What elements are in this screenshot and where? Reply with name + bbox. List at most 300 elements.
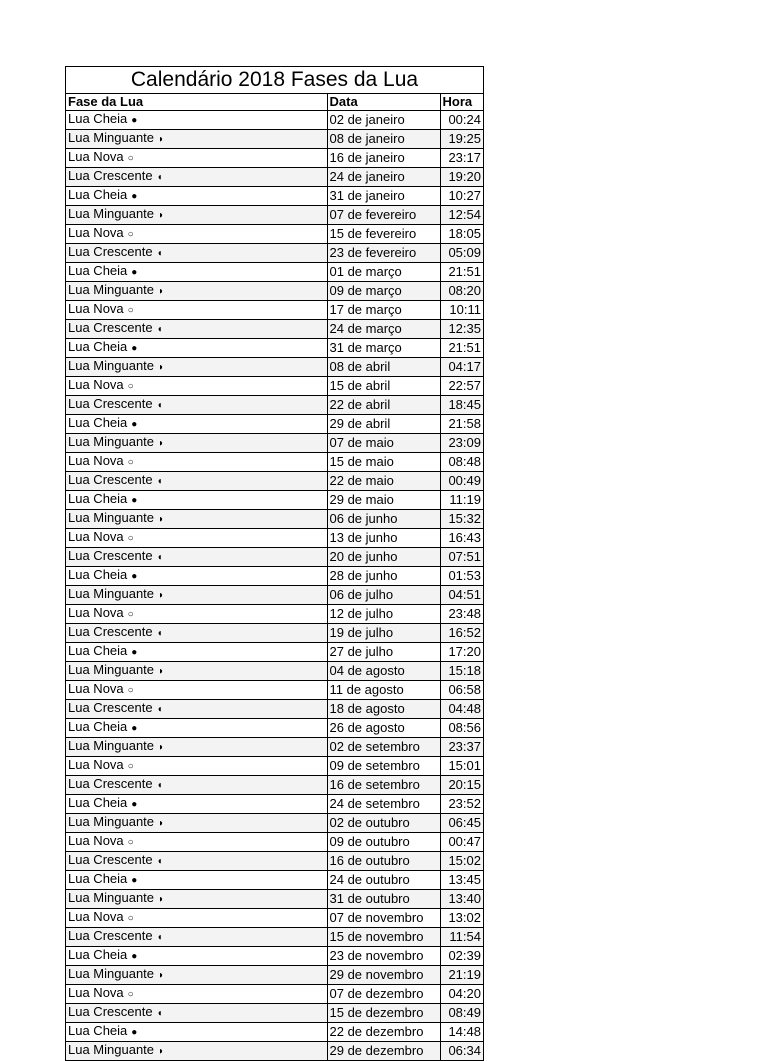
table-row xyxy=(66,472,483,491)
time-cell: 15:32 xyxy=(440,510,483,529)
date-cell: 07 de fevereiro xyxy=(327,206,440,225)
time-cell: 06:45 xyxy=(440,814,483,833)
time-cell: 19:20 xyxy=(440,168,483,187)
phase-cell xyxy=(66,263,327,282)
phase-cell xyxy=(66,301,327,320)
phase-name: Lua Cheia xyxy=(68,263,128,278)
time-cell: 23:37 xyxy=(440,738,483,757)
table-row xyxy=(66,681,483,700)
phase-cell xyxy=(66,966,327,985)
table-row xyxy=(66,1023,483,1042)
date-cell: 13 de junho xyxy=(327,529,440,548)
date-cell: 17 de março xyxy=(327,301,440,320)
table-row xyxy=(66,985,483,1004)
phase-name: Lua Cheia xyxy=(68,491,128,506)
phase-name: Lua Minguante xyxy=(68,206,155,221)
date-cell: 15 de abril xyxy=(327,377,440,396)
phase-name: Lua Cheia xyxy=(68,339,128,354)
waning-moon-icon: ◗ xyxy=(158,970,165,981)
date-cell: 11 de agosto xyxy=(327,681,440,700)
full-moon-icon: ● xyxy=(131,1027,138,1038)
phase-cell xyxy=(66,833,327,852)
date-cell: 08 de janeiro xyxy=(327,130,440,149)
waning-moon-icon: ◗ xyxy=(158,210,165,221)
time-cell: 08:48 xyxy=(440,453,483,472)
date-cell: 24 de outubro xyxy=(327,871,440,890)
waxing-moon-icon: ◖ xyxy=(156,248,163,259)
date-cell: 07 de maio xyxy=(327,434,440,453)
table-row xyxy=(66,567,483,586)
phase-cell xyxy=(66,111,327,130)
time-cell: 06:58 xyxy=(440,681,483,700)
phase-name: Lua Cheia xyxy=(68,643,128,658)
full-moon-icon: ● xyxy=(131,191,138,202)
phase-name: Lua Cheia xyxy=(68,187,128,202)
waning-moon-icon: ◗ xyxy=(158,286,165,297)
phase-cell xyxy=(66,149,327,168)
table-row xyxy=(66,757,483,776)
time-cell: 12:54 xyxy=(440,206,483,225)
phase-name: Lua Cheia xyxy=(68,719,128,734)
phase-name: Lua Crescente xyxy=(68,472,153,487)
time-cell: 16:43 xyxy=(440,529,483,548)
date-cell: 09 de outubro xyxy=(327,833,440,852)
table-row xyxy=(66,586,483,605)
date-cell: 08 de abril xyxy=(327,358,440,377)
table-row xyxy=(66,643,483,662)
time-cell: 15:18 xyxy=(440,662,483,681)
table-row xyxy=(66,719,483,738)
table-row xyxy=(66,282,483,301)
new-moon-icon: ○ xyxy=(127,533,134,544)
date-cell: 12 de julho xyxy=(327,605,440,624)
phase-cell xyxy=(66,852,327,871)
date-cell: 23 de novembro xyxy=(327,947,440,966)
phase-cell xyxy=(66,662,327,681)
phase-cell xyxy=(66,890,327,909)
time-cell: 08:49 xyxy=(440,1004,483,1023)
table-row xyxy=(66,244,483,263)
table-row xyxy=(66,206,483,225)
table-row xyxy=(66,149,483,168)
phase-name: Lua Crescente xyxy=(68,244,153,259)
table-body xyxy=(66,111,483,1061)
phase-name: Lua Crescente xyxy=(68,1004,153,1019)
date-cell: 31 de outubro xyxy=(327,890,440,909)
time-cell: 10:27 xyxy=(440,187,483,206)
date-cell: 29 de dezembro xyxy=(327,1042,440,1061)
table-row xyxy=(66,890,483,909)
time-cell: 22:57 xyxy=(440,377,483,396)
phase-name: Lua Nova xyxy=(68,833,124,848)
phase-name: Lua Crescente xyxy=(68,624,153,639)
date-cell: 28 de junho xyxy=(327,567,440,586)
phase-cell xyxy=(66,719,327,738)
phase-name: Lua Minguante xyxy=(68,358,155,373)
date-cell: 24 de março xyxy=(327,320,440,339)
waxing-moon-icon: ◖ xyxy=(156,704,163,715)
waxing-moon-icon: ◖ xyxy=(156,324,163,335)
waning-moon-icon: ◗ xyxy=(158,514,165,525)
time-cell: 23:17 xyxy=(440,149,483,168)
date-cell: 16 de janeiro xyxy=(327,149,440,168)
date-cell: 07 de novembro xyxy=(327,909,440,928)
phase-name: Lua Minguante xyxy=(68,814,155,829)
date-cell: 06 de junho xyxy=(327,510,440,529)
time-cell: 23:09 xyxy=(440,434,483,453)
date-cell: 29 de abril xyxy=(327,415,440,434)
table-row xyxy=(66,871,483,890)
table-row xyxy=(66,130,483,149)
table-row xyxy=(66,909,483,928)
phase-cell xyxy=(66,548,327,567)
date-cell: 15 de novembro xyxy=(327,928,440,947)
page-title: Calendário 2018 Fases da Lua xyxy=(66,67,483,94)
waxing-moon-icon: ◖ xyxy=(156,552,163,563)
table-row xyxy=(66,624,483,643)
waning-moon-icon: ◗ xyxy=(158,590,165,601)
phase-cell xyxy=(66,168,327,187)
phase-name: Lua Minguante xyxy=(68,586,155,601)
time-cell: 11:54 xyxy=(440,928,483,947)
waxing-moon-icon: ◖ xyxy=(156,780,163,791)
date-cell: 24 de setembro xyxy=(327,795,440,814)
date-cell: 09 de setembro xyxy=(327,757,440,776)
new-moon-icon: ○ xyxy=(127,153,134,164)
full-moon-icon: ● xyxy=(131,875,138,886)
date-cell: 06 de julho xyxy=(327,586,440,605)
phase-name: Lua Nova xyxy=(68,909,124,924)
time-cell: 21:19 xyxy=(440,966,483,985)
phase-cell xyxy=(66,871,327,890)
date-cell: 24 de janeiro xyxy=(327,168,440,187)
table-row xyxy=(66,852,483,871)
waxing-moon-icon: ◖ xyxy=(156,172,163,183)
table-row xyxy=(66,776,483,795)
date-cell: 07 de dezembro xyxy=(327,985,440,1004)
table-row xyxy=(66,529,483,548)
header-data: Data xyxy=(327,94,440,111)
new-moon-icon: ○ xyxy=(127,685,134,696)
date-cell: 22 de abril xyxy=(327,396,440,415)
phase-cell xyxy=(66,738,327,757)
time-cell: 10:11 xyxy=(440,301,483,320)
phase-name: Lua Nova xyxy=(68,605,124,620)
phase-cell xyxy=(66,700,327,719)
phase-name: Lua Crescente xyxy=(68,776,153,791)
time-cell: 00:47 xyxy=(440,833,483,852)
phase-name: Lua Minguante xyxy=(68,130,155,145)
phase-cell xyxy=(66,472,327,491)
phase-cell xyxy=(66,225,327,244)
moon-phase-table xyxy=(66,94,483,1060)
new-moon-icon: ○ xyxy=(127,761,134,772)
waxing-moon-icon: ◖ xyxy=(156,400,163,411)
time-cell: 08:20 xyxy=(440,282,483,301)
phase-cell xyxy=(66,377,327,396)
new-moon-icon: ○ xyxy=(127,913,134,924)
phase-name: Lua Minguante xyxy=(68,738,155,753)
date-cell: 31 de março xyxy=(327,339,440,358)
phase-cell xyxy=(66,947,327,966)
phase-cell xyxy=(66,643,327,662)
time-cell: 11:19 xyxy=(440,491,483,510)
table-row xyxy=(66,548,483,567)
full-moon-icon: ● xyxy=(131,115,138,126)
waxing-moon-icon: ◖ xyxy=(156,628,163,639)
time-cell: 23:48 xyxy=(440,605,483,624)
header-hora: Hora xyxy=(440,94,483,111)
time-cell: 15:01 xyxy=(440,757,483,776)
new-moon-icon: ○ xyxy=(127,305,134,316)
header-fase: Fase da Lua xyxy=(66,94,327,111)
full-moon-icon: ● xyxy=(131,571,138,582)
table-row xyxy=(66,491,483,510)
phase-cell xyxy=(66,928,327,947)
phase-name: Lua Crescente xyxy=(68,700,153,715)
phase-name: Lua Nova xyxy=(68,377,124,392)
full-moon-icon: ● xyxy=(131,951,138,962)
time-cell: 21:51 xyxy=(440,339,483,358)
date-cell: 29 de maio xyxy=(327,491,440,510)
phase-name: Lua Minguante xyxy=(68,662,155,677)
phase-name: Lua Minguante xyxy=(68,282,155,297)
date-cell: 23 de fevereiro xyxy=(327,244,440,263)
date-cell: 31 de janeiro xyxy=(327,187,440,206)
phase-name: Lua Minguante xyxy=(68,1042,155,1057)
new-moon-icon: ○ xyxy=(127,381,134,392)
phase-name: Lua Minguante xyxy=(68,890,155,905)
new-moon-icon: ○ xyxy=(127,229,134,240)
full-moon-icon: ● xyxy=(131,723,138,734)
time-cell: 13:02 xyxy=(440,909,483,928)
date-cell: 22 de dezembro xyxy=(327,1023,440,1042)
table-row xyxy=(66,966,483,985)
table-row xyxy=(66,263,483,282)
table-row xyxy=(66,225,483,244)
table-row xyxy=(66,605,483,624)
phase-cell xyxy=(66,1023,327,1042)
phase-name: Lua Cheia xyxy=(68,111,128,126)
phase-name: Lua Cheia xyxy=(68,567,128,582)
time-cell: 23:52 xyxy=(440,795,483,814)
date-cell: 09 de março xyxy=(327,282,440,301)
table-row xyxy=(66,396,483,415)
phase-cell xyxy=(66,453,327,472)
phase-name: Lua Cheia xyxy=(68,1023,128,1038)
table-row xyxy=(66,833,483,852)
time-cell: 04:17 xyxy=(440,358,483,377)
table-row xyxy=(66,168,483,187)
phase-cell xyxy=(66,605,327,624)
time-cell: 06:34 xyxy=(440,1042,483,1061)
phase-cell xyxy=(66,567,327,586)
table-row xyxy=(66,434,483,453)
waning-moon-icon: ◗ xyxy=(158,1046,165,1057)
table-row xyxy=(66,947,483,966)
time-cell: 18:05 xyxy=(440,225,483,244)
phase-name: Lua Cheia xyxy=(68,871,128,886)
phase-name: Lua Nova xyxy=(68,301,124,316)
date-cell: 01 de março xyxy=(327,263,440,282)
phase-name: Lua Cheia xyxy=(68,795,128,810)
phase-cell xyxy=(66,320,327,339)
phase-name: Lua Nova xyxy=(68,453,124,468)
date-cell: 27 de julho xyxy=(327,643,440,662)
table-row xyxy=(66,814,483,833)
date-cell: 29 de novembro xyxy=(327,966,440,985)
waxing-moon-icon: ◖ xyxy=(156,1008,163,1019)
waning-moon-icon: ◗ xyxy=(158,666,165,677)
full-moon-icon: ● xyxy=(131,495,138,506)
phase-cell xyxy=(66,206,327,225)
time-cell: 21:58 xyxy=(440,415,483,434)
phase-name: Lua Cheia xyxy=(68,415,128,430)
date-cell: 04 de agosto xyxy=(327,662,440,681)
phase-cell xyxy=(66,776,327,795)
waxing-moon-icon: ◖ xyxy=(156,476,163,487)
phase-cell xyxy=(66,187,327,206)
table-row xyxy=(66,1004,483,1023)
phase-cell xyxy=(66,510,327,529)
new-moon-icon: ○ xyxy=(127,609,134,620)
time-cell: 17:20 xyxy=(440,643,483,662)
phase-name: Lua Crescente xyxy=(68,396,153,411)
waning-moon-icon: ◗ xyxy=(158,134,165,145)
date-cell: 02 de setembro xyxy=(327,738,440,757)
time-cell: 20:15 xyxy=(440,776,483,795)
table-row xyxy=(66,928,483,947)
phase-name: Lua Cheia xyxy=(68,947,128,962)
time-cell: 01:53 xyxy=(440,567,483,586)
phase-name: Lua Crescente xyxy=(68,852,153,867)
date-cell: 18 de agosto xyxy=(327,700,440,719)
table-row xyxy=(66,510,483,529)
phase-name: Lua Crescente xyxy=(68,928,153,943)
new-moon-icon: ○ xyxy=(127,457,134,468)
full-moon-icon: ● xyxy=(131,267,138,278)
table-row xyxy=(66,795,483,814)
date-cell: 15 de fevereiro xyxy=(327,225,440,244)
phase-name: Lua Nova xyxy=(68,149,124,164)
waxing-moon-icon: ◖ xyxy=(156,932,163,943)
phase-name: Lua Minguante xyxy=(68,966,155,981)
time-cell: 12:35 xyxy=(440,320,483,339)
phase-name: Lua Minguante xyxy=(68,434,155,449)
phase-name: Lua Nova xyxy=(68,225,124,240)
time-cell: 13:40 xyxy=(440,890,483,909)
table-row xyxy=(66,415,483,434)
waning-moon-icon: ◗ xyxy=(158,894,165,905)
table-row xyxy=(66,1042,483,1061)
time-cell: 15:02 xyxy=(440,852,483,871)
new-moon-icon: ○ xyxy=(127,837,134,848)
phase-name: Lua Nova xyxy=(68,985,124,1000)
waning-moon-icon: ◗ xyxy=(158,438,165,449)
full-moon-icon: ● xyxy=(131,343,138,354)
table-header-row xyxy=(66,94,483,111)
table-row xyxy=(66,700,483,719)
phase-cell xyxy=(66,130,327,149)
phase-cell xyxy=(66,491,327,510)
table-row xyxy=(66,320,483,339)
phase-cell xyxy=(66,586,327,605)
full-moon-icon: ● xyxy=(131,647,138,658)
time-cell: 18:45 xyxy=(440,396,483,415)
phase-cell xyxy=(66,339,327,358)
phase-cell xyxy=(66,814,327,833)
phase-name: Lua Nova xyxy=(68,757,124,772)
time-cell: 13:45 xyxy=(440,871,483,890)
phase-cell xyxy=(66,624,327,643)
phase-name: Lua Crescente xyxy=(68,548,153,563)
table-row xyxy=(66,358,483,377)
time-cell: 04:51 xyxy=(440,586,483,605)
phase-cell xyxy=(66,529,327,548)
phase-cell xyxy=(66,1042,327,1061)
waxing-moon-icon: ◖ xyxy=(156,856,163,867)
phase-name: Lua Nova xyxy=(68,529,124,544)
date-cell: 02 de outubro xyxy=(327,814,440,833)
phase-cell xyxy=(66,244,327,263)
date-cell: 02 de janeiro xyxy=(327,111,440,130)
phase-cell xyxy=(66,358,327,377)
table-row xyxy=(66,453,483,472)
table-row xyxy=(66,301,483,320)
date-cell: 16 de outubro xyxy=(327,852,440,871)
time-cell: 00:49 xyxy=(440,472,483,491)
time-cell: 02:39 xyxy=(440,947,483,966)
phase-name: Lua Crescente xyxy=(68,168,153,183)
time-cell: 21:51 xyxy=(440,263,483,282)
phase-cell xyxy=(66,681,327,700)
date-cell: 15 de maio xyxy=(327,453,440,472)
phase-cell xyxy=(66,909,327,928)
waning-moon-icon: ◗ xyxy=(158,818,165,829)
waning-moon-icon: ◗ xyxy=(158,362,165,373)
phase-cell xyxy=(66,1004,327,1023)
time-cell: 14:48 xyxy=(440,1023,483,1042)
table-row xyxy=(66,738,483,757)
date-cell: 20 de junho xyxy=(327,548,440,567)
time-cell: 05:09 xyxy=(440,244,483,263)
table-row xyxy=(66,111,483,130)
date-cell: 22 de maio xyxy=(327,472,440,491)
phase-name: Lua Crescente xyxy=(68,320,153,335)
date-cell: 26 de agosto xyxy=(327,719,440,738)
phase-cell xyxy=(66,985,327,1004)
full-moon-icon: ● xyxy=(131,419,138,430)
time-cell: 16:52 xyxy=(440,624,483,643)
waning-moon-icon: ◗ xyxy=(158,742,165,753)
moon-phase-calendar-sheet xyxy=(65,66,484,1061)
time-cell: 04:20 xyxy=(440,985,483,1004)
time-cell: 19:25 xyxy=(440,130,483,149)
phase-cell xyxy=(66,396,327,415)
phase-cell xyxy=(66,757,327,776)
date-cell: 19 de julho xyxy=(327,624,440,643)
phase-name: Lua Minguante xyxy=(68,510,155,525)
table-row xyxy=(66,662,483,681)
date-cell: 16 de setembro xyxy=(327,776,440,795)
phase-cell xyxy=(66,795,327,814)
phase-cell xyxy=(66,434,327,453)
new-moon-icon: ○ xyxy=(127,989,134,1000)
time-cell: 08:56 xyxy=(440,719,483,738)
phase-name: Lua Nova xyxy=(68,681,124,696)
phase-cell xyxy=(66,282,327,301)
time-cell: 07:51 xyxy=(440,548,483,567)
